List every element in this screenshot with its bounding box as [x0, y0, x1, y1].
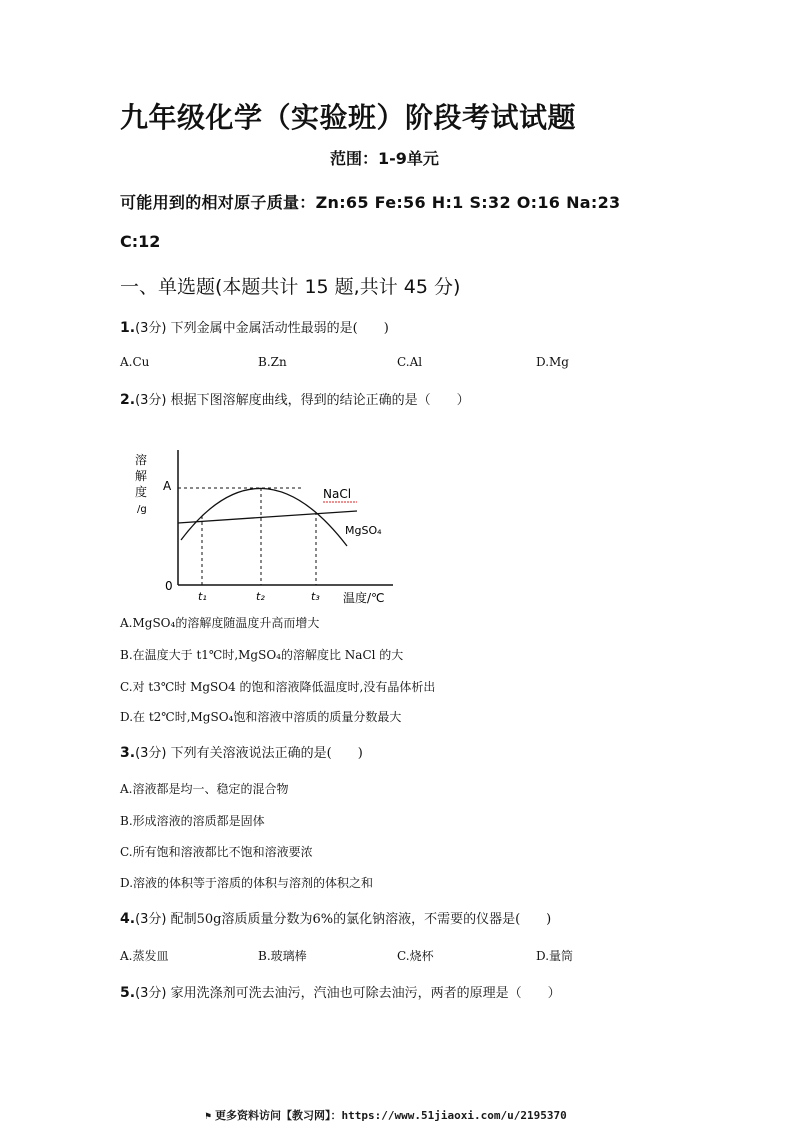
option-b: B.形成溶液的溶质都是固体	[120, 814, 265, 828]
section-title: 一、单选题(本题共计 15 题,共计 45 分)	[120, 276, 461, 298]
question-4	[120, 908, 551, 927]
option-b: B.在温度大于 t1℃时,MgSO₄的溶解度比 NaCl 的大	[120, 648, 404, 662]
option-b: B.Zn	[258, 355, 287, 369]
y-label-char: /g	[137, 504, 147, 515]
x-tick-t2: t₂	[256, 590, 265, 603]
question-number: 5.	[120, 985, 136, 1001]
option-c: C.烧杯	[397, 949, 434, 963]
question-stem: 根据下图溶解度曲线，得到的结论正确的是（ ）	[170, 393, 470, 408]
question-score: (3分)	[135, 393, 167, 408]
y-label-char: 溶	[135, 453, 148, 467]
question-1	[120, 317, 389, 336]
nacl-label: NaCl	[323, 487, 352, 501]
atomic-mass-line-2: C:12	[120, 232, 161, 251]
question-number: 3.	[120, 745, 136, 761]
option-c: C.所有饱和溶液都比不饱和溶液要浓	[120, 845, 313, 859]
mgso4-label: MgSO₄	[345, 524, 382, 537]
flag-icon: ⚑	[205, 1111, 212, 1122]
page-title: 九年级化学（实验班）阶段考试试题	[120, 101, 577, 134]
option-d: D.在 t2℃时,MgSO₄饱和溶液中溶质的质量分数最大	[120, 710, 402, 724]
question-number: 4.	[120, 911, 136, 927]
option-d: D.Mg	[536, 355, 569, 369]
footer-link[interactable]	[205, 1107, 567, 1123]
option-c: C.Al	[397, 355, 423, 369]
exam-scope: 范围：1-9单元	[330, 149, 439, 168]
option-c: C.对 t3℃时 MgSO4 的饱和溶液降低温度时,没有晶体析出	[120, 680, 436, 694]
x-axis-label: 温度/℃	[343, 591, 385, 605]
question-stem: 配制50g溶质质量分数为6%的氯化钠溶液，不需要的仪器是( )	[170, 912, 552, 927]
option-a: A.蒸发皿	[120, 949, 169, 963]
question-score: (3分)	[135, 321, 167, 336]
option-a: A.溶液都是均一、稳定的混合物	[120, 782, 289, 796]
question-stem: 下列金属中金属活动性最弱的是( )	[170, 321, 389, 336]
question-5	[120, 982, 561, 1001]
footer-text: 更多资料访问【教习网】：https://www.51jiaoxi.com/u/2195370	[215, 1109, 567, 1122]
option-d: D.量筒	[536, 949, 574, 963]
option-a: A.Cu	[120, 355, 150, 369]
question-score: (3分)	[135, 912, 167, 927]
solubility-chart	[125, 450, 405, 605]
question-stem: 下列有关溶液说法正确的是( )	[170, 746, 363, 761]
origin-label: 0	[165, 579, 173, 593]
option-a: A.MgSO₄的溶解度随温度升高而增大	[120, 616, 320, 630]
question-number: 1.	[120, 320, 136, 336]
option-d: D.溶液的体积等于溶质的体积与溶剂的体积之和	[120, 876, 374, 890]
y-label-char: 解	[135, 469, 148, 483]
x-tick-t1: t₁	[198, 590, 207, 603]
atomic-mass-line-1: 可能用到的相对原子质量：Zn:65 Fe:56 H:1 S:32 O:16 Na:23	[120, 193, 621, 212]
y-tick-a: A	[163, 479, 172, 493]
question-3	[120, 742, 363, 761]
question-score: (3分)	[135, 986, 167, 1001]
y-label-char: 度	[135, 485, 148, 499]
question-score: (3分)	[135, 746, 167, 761]
x-tick-t3: t₃	[311, 590, 320, 603]
option-b: B.玻璃棒	[258, 949, 307, 963]
question-2	[120, 389, 470, 408]
question-number: 2.	[120, 392, 136, 408]
question-stem: 家用洗涤剂可洗去油污，汽油也可除去油污，两者的原理是（ ）	[170, 986, 561, 1001]
